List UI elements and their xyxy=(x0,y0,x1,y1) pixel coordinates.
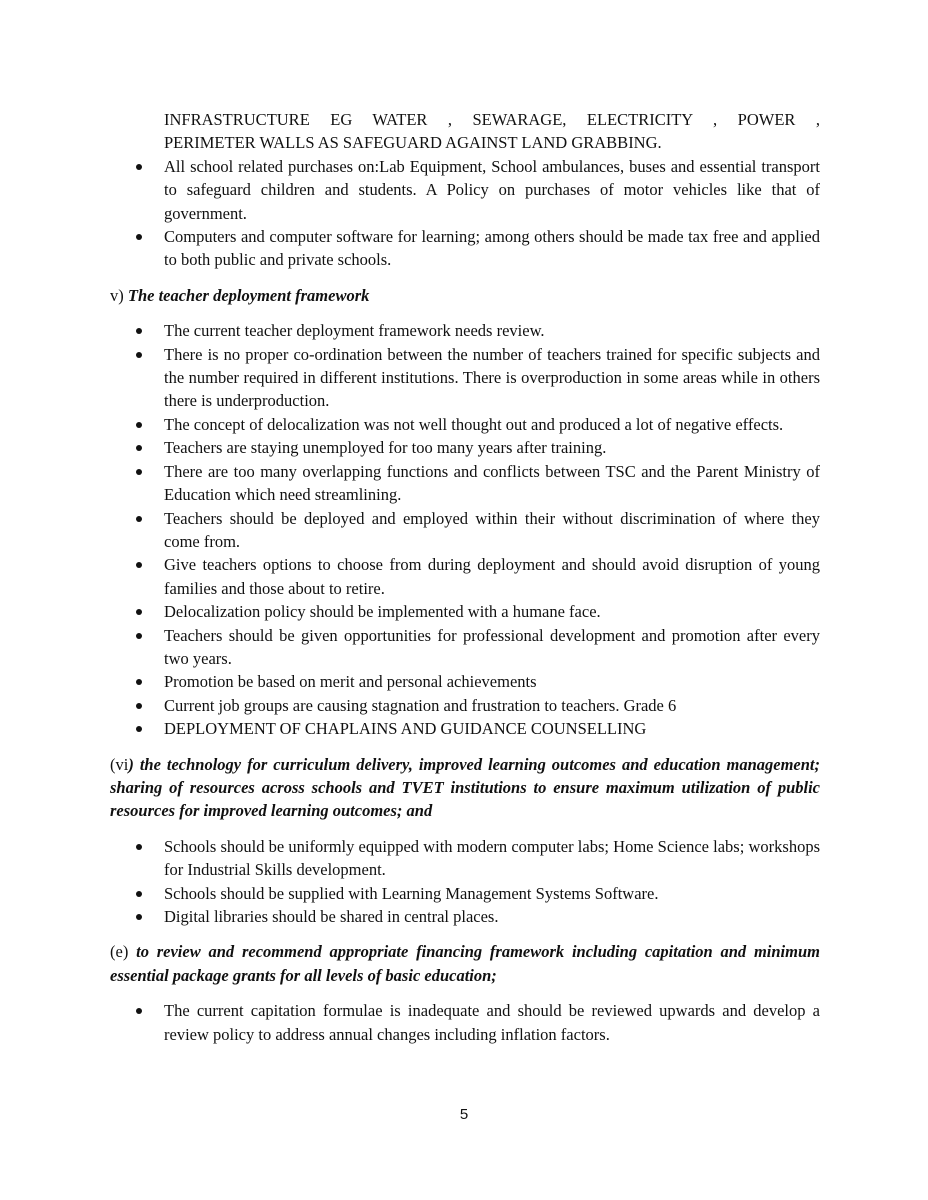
list-item-text: Give teachers options to choose from during deployment and should avoid disruption of young families and those about to retire. xyxy=(164,555,820,598)
bullet-icon xyxy=(136,445,142,451)
list-item xyxy=(110,835,820,882)
bullet-icon xyxy=(136,844,142,850)
list-item xyxy=(110,507,820,554)
list-item xyxy=(110,460,820,507)
list-item xyxy=(110,624,820,671)
continuation-line: INFRASTRUCTURE EG WATER , SEWARAGE, ELECTRICITY , POWER , xyxy=(164,110,820,129)
list-item-text: The concept of delocalization was not well thought out and produced a lot of negative effects. xyxy=(164,414,784,434)
bullet-icon xyxy=(136,352,142,358)
section-heading-e xyxy=(110,940,820,987)
list-item-text: All school related purchases on:Lab Equipment, School ambulances, buses and essential transport to safeguard children and students. A Policy on purchases of motor vehicles like that of government. xyxy=(164,156,820,223)
section-heading-v xyxy=(110,284,820,307)
list-item xyxy=(110,319,820,342)
list-item xyxy=(110,999,820,1046)
section-v-bullet-list xyxy=(110,319,820,740)
section-prefix: v) xyxy=(110,285,128,305)
list-item-text: Digital libraries should be shared in central places. xyxy=(164,907,499,926)
document-page xyxy=(110,108,820,1046)
list-item-text: Teachers should be given opportunities for professional development and promotion after every two years. xyxy=(164,625,820,668)
top-bullet-list xyxy=(110,155,820,272)
continuation-line: PERIMETER WALLS AS SAFEGUARD AGAINST LAND GRABBING. xyxy=(164,133,662,153)
list-item-text: Computers and computer software for learning; among others should be made tax free and applied to both public and private schools. xyxy=(164,227,820,270)
section-e-bullet-list xyxy=(110,999,820,1046)
list-item xyxy=(110,155,820,225)
bullet-icon xyxy=(136,234,142,240)
list-item-text: Teachers should be deployed and employed within their without discrimination of where they come from. xyxy=(164,508,820,551)
list-item-text: Schools should be uniformly equipped with modern computer labs; Home Science labs; workshops for Industrial Skills development. xyxy=(164,836,820,880)
list-item xyxy=(110,882,820,905)
section-title: to review and recommend appropriate financing framework including capitation and minimum essential package grants for all levels of basic education; xyxy=(110,942,820,985)
list-item-text: Current job groups are causing stagnation and frustration to teachers. Grade 6 xyxy=(164,695,677,715)
bullet-icon xyxy=(136,703,142,709)
list-item-text: The current teacher deployment framework needs review. xyxy=(164,321,545,341)
list-item-text: Delocalization policy should be implemented with a humane face. xyxy=(164,602,601,622)
bullet-icon xyxy=(136,562,142,568)
bullet-icon xyxy=(136,609,142,615)
bullet-icon xyxy=(136,469,142,475)
bullet-icon xyxy=(136,914,142,920)
list-item xyxy=(110,694,820,717)
list-item-text: Teachers are staying unemployed for too many years after training. xyxy=(164,438,607,458)
list-item-text: DEPLOYMENT OF CHAPLAINS AND GUIDANCE COUNSELLING xyxy=(164,719,647,739)
list-item xyxy=(110,225,820,272)
list-item-text: The current capitation formulae is inadequate and should be reviewed upwards and develop a review policy to address annual changes including inflation factors. xyxy=(164,1001,820,1044)
page-number: 5 xyxy=(459,1106,469,1123)
list-item xyxy=(110,905,820,928)
list-item xyxy=(110,413,820,436)
bullet-icon xyxy=(136,328,142,334)
bullet-icon xyxy=(136,633,142,639)
bullet-icon xyxy=(136,891,142,897)
section-title: ) the technology for curriculum delivery, improved learning outcomes and education management; sharing of resources across schools and TVET institutions to ensure maximum utilization of public resources for improved learning outcomes; and xyxy=(110,754,820,821)
section-prefix: (e) xyxy=(110,942,137,962)
section-prefix: (vi xyxy=(110,754,129,774)
list-item-text: There is no proper co-ordination between the number of teachers trained for specific subjects and the number required in different institutions. There is overproduction in some areas while in others there is underproduction. xyxy=(164,344,820,411)
list-item-text: There are too many overlapping functions and conflicts between TSC and the Parent Ministry of Education which need streamlining. xyxy=(164,461,820,505)
continuation-block xyxy=(110,108,820,155)
bullet-icon xyxy=(136,1008,142,1014)
list-item xyxy=(110,343,820,413)
bullet-icon xyxy=(136,516,142,522)
list-item xyxy=(110,553,820,600)
bullet-icon xyxy=(136,422,142,428)
bullet-icon xyxy=(136,679,142,685)
bullet-icon xyxy=(136,726,142,732)
list-item-text: Promotion be based on merit and personal achievements xyxy=(164,672,537,692)
bullet-icon xyxy=(136,164,142,170)
list-item-text: Schools should be supplied with Learning Management Systems Software. xyxy=(164,883,659,903)
list-item xyxy=(110,436,820,459)
list-item xyxy=(110,717,820,740)
list-item xyxy=(110,670,820,693)
section-title: The teacher deployment framework xyxy=(127,285,370,305)
section-heading-vi xyxy=(110,753,820,823)
section-vi-bullet-list xyxy=(110,835,820,929)
list-item xyxy=(110,600,820,623)
